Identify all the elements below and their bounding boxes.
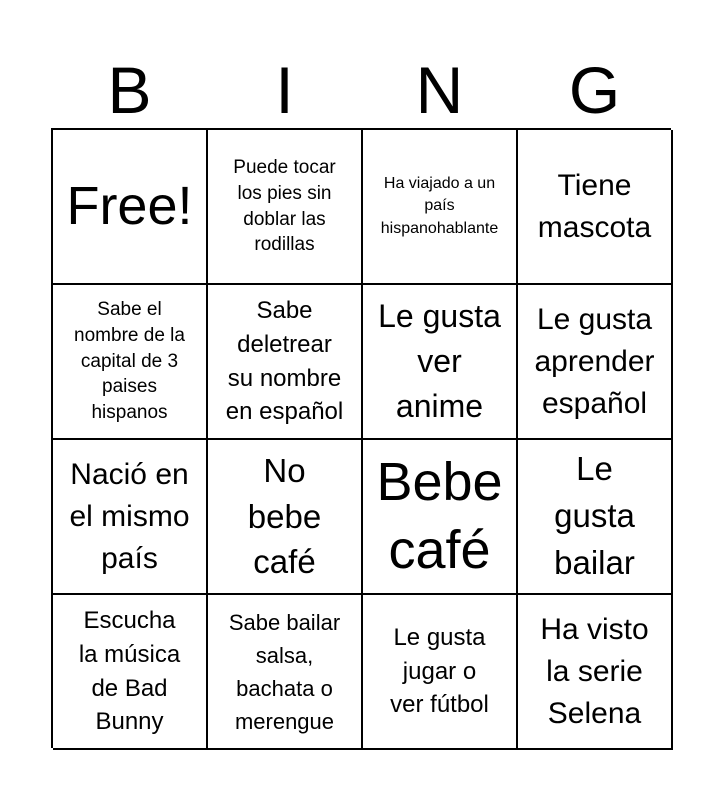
cell-text: Sabe el nombre de la capital de 3 paises hispanos [74,299,185,423]
cell-text: Ha visto la serie Selena [540,612,649,730]
cell-text: Le gusta jugar o ver fútbol [390,624,489,719]
cell-text: Sabe bailar salsa, bachata o merengue [228,609,341,734]
bingo-cell[interactable] [518,285,673,440]
cell-text: Sabe deletrear su nombre en español [225,297,344,426]
bingo-cell[interactable] [208,285,363,440]
header-letter-i: I [275,53,294,127]
bingo-board [51,128,671,748]
bingo-cell[interactable] [53,595,208,750]
bingo-cell[interactable] [363,285,518,440]
cell-text: Bebe café [376,452,503,580]
header-letter-b: B [107,53,152,127]
cell-text: Le gusta aprender español [534,302,655,420]
bingo-cell[interactable] [363,595,518,750]
cell-text: No bebe café [247,452,322,581]
cell-text: Le gusta bailar [554,450,635,581]
bingo-cell[interactable] [518,130,673,285]
bingo-cell[interactable] [363,130,518,285]
bingo-cell[interactable] [363,440,518,595]
bingo-cell[interactable] [208,130,363,285]
cell-text: Nació en el mismo país [69,457,190,575]
cell-text: Le gusta ver anime [378,298,501,424]
bingo-cell[interactable] [518,440,673,595]
cell-text: Ha viajado a un país hispanohablante [380,174,499,237]
cell-text: Puede tocar los pies sin doblar las rodillas [233,157,336,256]
bingo-header [52,52,672,128]
bingo-cell[interactable] [53,285,208,440]
bingo-cell-free[interactable] [53,130,208,285]
cell-text: Tiene mascota [537,168,652,244]
bingo-cell[interactable] [518,595,673,750]
bingo-cell[interactable] [208,595,363,750]
cell-text: Escucha la música de Bad Bunny [78,607,181,736]
header-letter-n: N [415,53,464,127]
cell-text: Free! [66,175,193,236]
header-letter-g: G [568,53,621,127]
bingo-cell[interactable] [208,440,363,595]
bingo-cell[interactable] [53,440,208,595]
